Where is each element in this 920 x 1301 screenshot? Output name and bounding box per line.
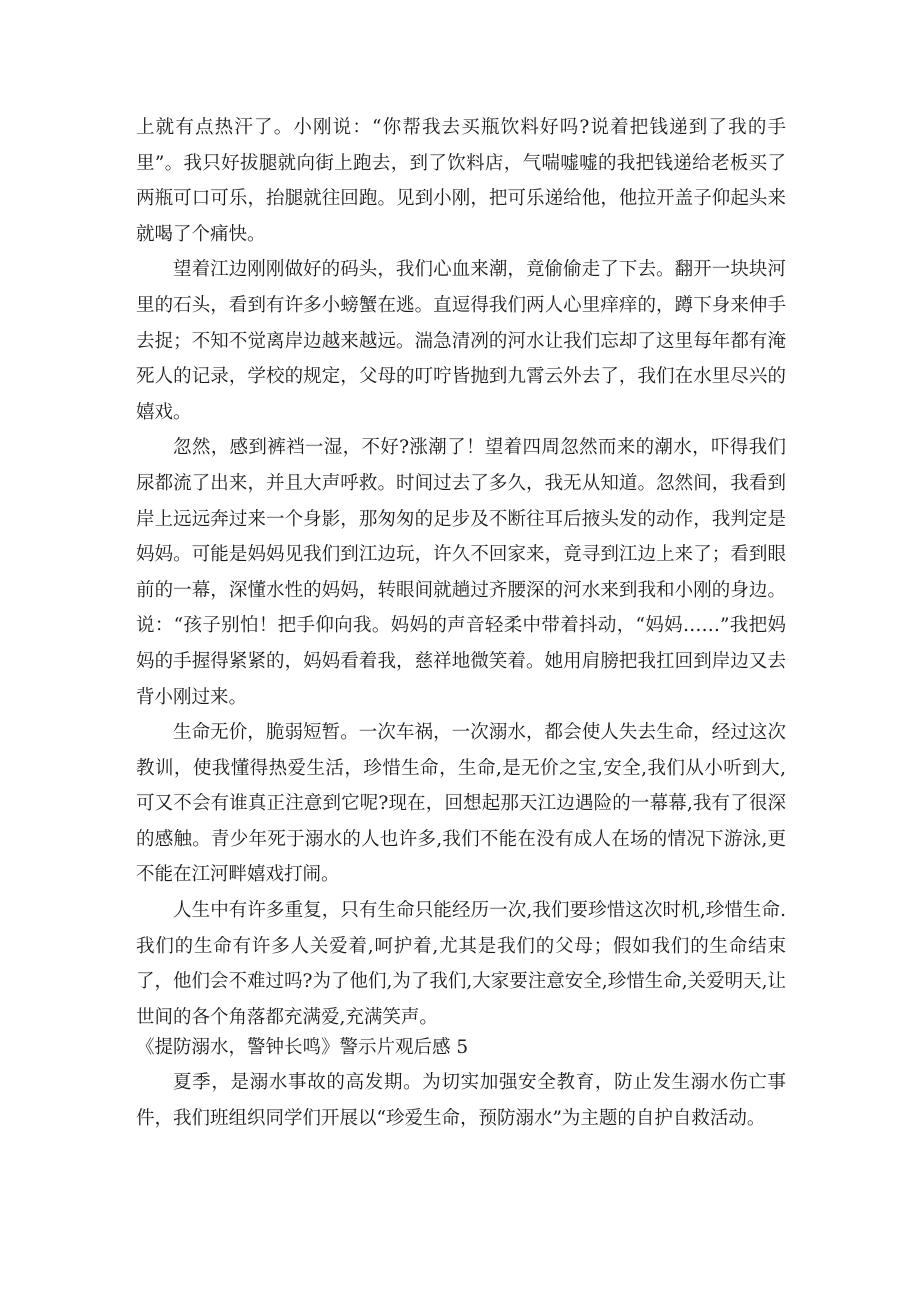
paragraph-1: 上就有点热汗了。小刚说：“你帮我去买瓶饮料好吗?说着把钱递到了我的手里”。我只好拔腿就向街上跑去，到了饮料店，气喘嘘嘘的我把钱递给老板买了两瓶可口可乐，抬腿就往回跑。见到小刚，把可乐递给他，他拉开盖子仰起头来就喝了个痛快。 xyxy=(136,117,786,245)
paragraph-3: 忽然，感到裤裆一湿，不好?涨潮了！望着四周忽然而来的潮水，吓得我们尿都流了出来，并且大声呼救。时间过去了多久，我无从知道。忽然间，我看到岸上远远奔过来一个身影，那匆匆的足步及不断往耳后掖头发的动作，我判定是妈妈。可能是妈妈见我们到江边玩，许久不回家来，竟寻到江边上来了；看到眼前的一幕，深懂水性的妈妈，转眼间就趟过齐腰深的河水来到我和小刚的身边。说：“孩子别怕！把手仰向我。妈妈的声音轻柔中带着抖动，“妈妈……”我把妈妈的手握得紧紧的，妈妈看着我，慈祥地微笑着。她用肩膀把我扛回到岸边又去背小刚过来。 xyxy=(136,437,786,708)
section-heading: 《提防溺水，警钟长鸣》警示片观后感 5 xyxy=(136,1037,469,1059)
paragraph-6: 夏季，是溺水事故的高发期。为切实加强安全教育，防止发生溺水伤亡事件，我们班组织同学们开展以“珍爱生命，预防溺水”为主题的自护自救活动。 xyxy=(136,1072,786,1130)
paragraph-5: 人生中有许多重复，只有生命只能经历一次,我们要珍惜这次时机,珍惜生命.我们的生命有许多人关爱着,呵护着,尤其是我们的父母；假如我们的生命结束了，他们会不难过吗?为了他们,为了我们,大家要注意安全,珍惜生命,关爱明天,让世间的各个角落都充满爱,充满笑声。 xyxy=(136,900,786,1028)
paragraph-4: 生命无价，脆弱短暂。一次车祸，一次溺水，都会使人失去生命，经过这次教训，使我懂得热爱生活，珍惜生命，生命,是无价之宝,安全,我们从小听到大,可又不会有谁真正注意到它呢?现在，回想起那天江边遇险的一幕幕,我有了很深的感触。青少年死于溺水的人也许多,我们不能在没有成人在场的情况下游泳,更不能在江河畔嬉戏打闹。 xyxy=(136,722,786,886)
paragraph-2: 望着江边刚刚做好的码头，我们心血来潮，竟偷偷走了下去。翻开一块块河里的石头，看到有许多小螃蟹在逃。直逗得我们两人心里痒痒的，蹲下身来伸手去捉；不知不觉离岸边越来越远。湍急清冽的河水让我们忘却了这里每年都有淹死人的记录，学校的规定，父母的叮咛皆抛到九霄云外去了，我们在水里尽兴的嬉戏。 xyxy=(136,259,786,423)
document-body xyxy=(136,110,786,1137)
